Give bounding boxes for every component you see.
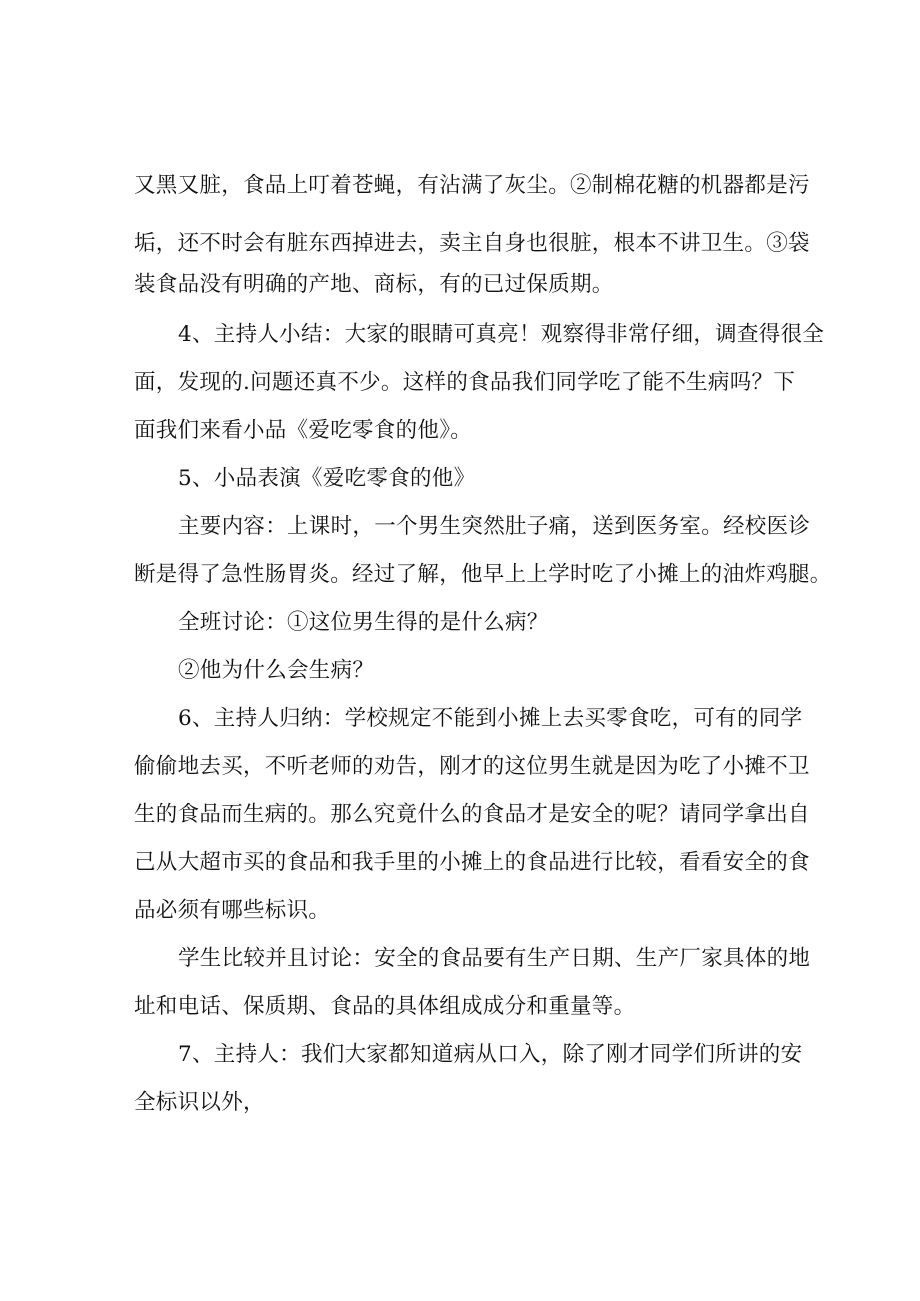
text-line: 面我们来看小品《爱吃零食的他》。 — [134, 418, 473, 443]
text-line: 偷偷地去买，不听老师的劝告，刚才的这位男生就是因为吃了小摊不卫 — [134, 754, 810, 779]
text-line: 全班讨论：①这位男生得的是什么病？ — [178, 610, 549, 635]
text-line: ②他为什么会生病？ — [178, 658, 375, 683]
text-line: 7、主持人：我们大家都知道病从口入，除了刚才同学们所讲的安 — [178, 1042, 803, 1067]
text-line: 主要内容：上课时，一个男生突然肚子痛，送到医务室。经校医诊 — [178, 514, 811, 539]
text-line: 全标识以外， — [134, 1090, 265, 1115]
text-line: 5、小品表演《爱吃零食的他》 — [178, 466, 476, 491]
text-line: 6、主持人归纳：学校规定不能到小摊上去买零食吃，可有的同学 — [178, 706, 803, 731]
text-line: 址和电话、保质期、食品的具体组成成分和重量等。 — [134, 994, 636, 1019]
text-line: 装食品没有明确的产地、商标，有的已过保质期。 — [134, 272, 614, 297]
text-line: 断是得了急性肠胃炎。经过了解，他早上上学时吃了小摊上的油炸鸡腿。 — [134, 562, 832, 587]
text-line: 己从大超市买的食品和我手里的小摊上的食品进行比较，看看安全的食 — [134, 850, 810, 875]
text-line: 学生比较并且讨论：安全的食品要有生产日期、生产厂家具体的地 — [178, 946, 811, 971]
text-line: 面，发现的.问题还真不少。这样的食品我们同学吃了能不生病吗？下 — [134, 370, 796, 395]
text-line: 垢，还不时会有脏东西掉进去，卖主自身也很脏，根本不讲卫生。③袋 — [134, 231, 810, 256]
text-line: 又黑又脏，食品上叮着苍蝇，有沾满了灰尘。②制棉花糖的机器都是污 — [134, 173, 810, 198]
text-line: 4、主持人小结：大家的眼睛可真亮！观察得非常仔细，调查得很全 — [178, 322, 825, 347]
text-line: 品必须有哪些标识。 — [134, 898, 331, 923]
text-line: 生的食品而生病的。那么究竟什么的食品才是安全的呢？请同学拿出自 — [134, 802, 810, 827]
